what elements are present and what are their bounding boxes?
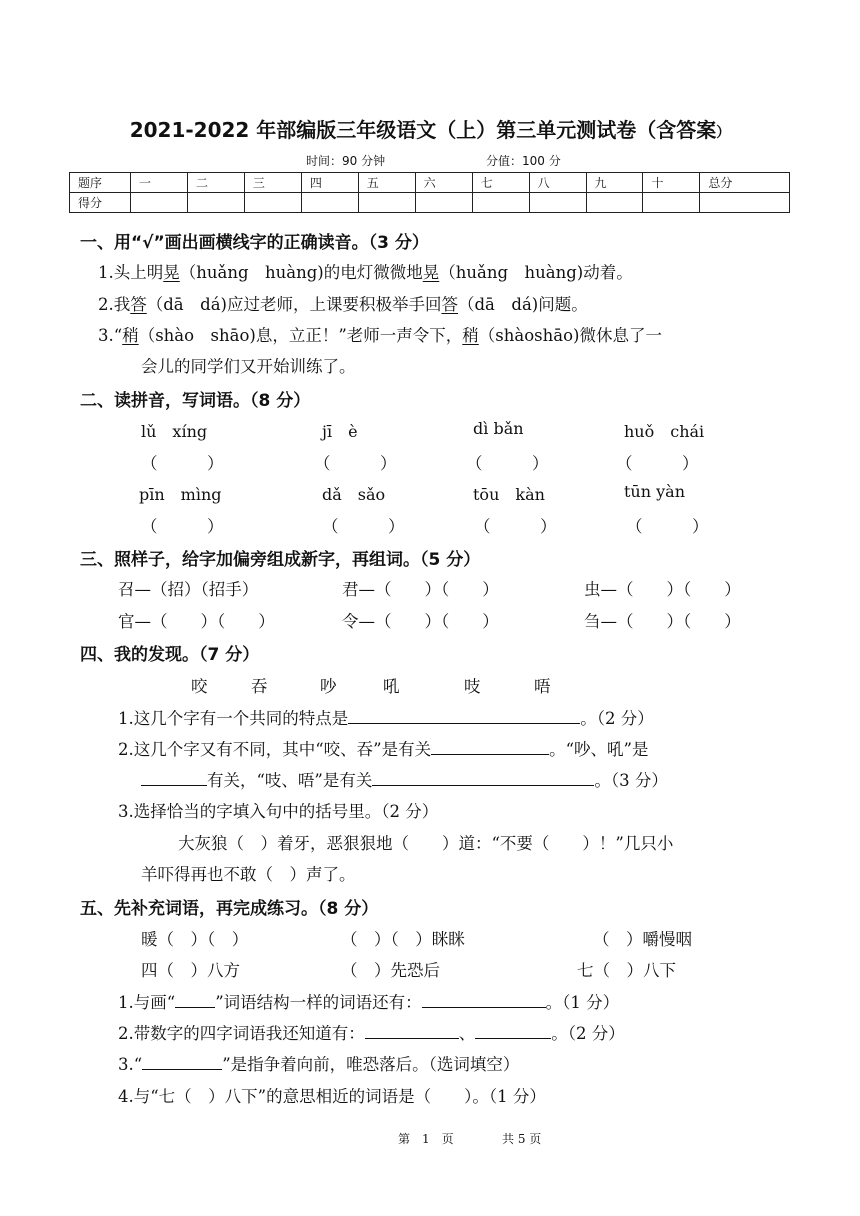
char-item: 吞 — [251, 677, 268, 696]
char-item: 吼 — [383, 677, 400, 696]
answer-blank[interactable] — [422, 991, 546, 1008]
idiom-item[interactable]: （ ）嚼慢咽 — [593, 930, 692, 949]
section-1-heading: 一、用“√”画出画横线字的正确读音。（3 分） — [80, 233, 429, 253]
s1-q3-line: 3.“稍（shào shāo)息，立正！”老师一声令下，稍（shàoshāo)微休息了一 — [98, 326, 662, 345]
pinyin-item: jī è — [322, 422, 358, 441]
s5-question-3: 3.“ ”是指争着向前，唯恐落后。（选词填空） — [118, 1055, 520, 1074]
page-total: 共 5 页 — [502, 1132, 542, 1146]
answer-blank[interactable] — [348, 707, 580, 724]
header-cell: 十 — [643, 173, 700, 193]
s4-question-3-text: 大灰狼（ ）着牙，恶狠狠地（ ）道：“不要（ ）！”几只小 — [178, 834, 674, 853]
s1-q1-line: 1.头上明晃（huǎng huàng)的电灯微微地晃（huǎng huàng)动着。 — [98, 259, 633, 283]
score-cell[interactable] — [700, 193, 790, 213]
header-cell: 六 — [415, 173, 472, 193]
radical-item[interactable]: 刍—（ ）（ ） — [584, 612, 741, 631]
radical-item[interactable]: 君—（ ）（ ） — [342, 580, 499, 599]
answer-blank[interactable] — [141, 769, 207, 786]
s4-question-2: 2.这几个字又有不同，其中“咬、吞”是有关 。“吵、吼”是 — [118, 740, 649, 759]
score-cell[interactable] — [529, 193, 586, 213]
section-4-heading: 四、我的发现。（7 分） — [80, 645, 260, 665]
score-cell[interactable] — [358, 193, 415, 213]
s4-question-1: 1.这几个字有一个共同的特点是 。（2 分） — [118, 709, 654, 728]
answer-blank[interactable] — [372, 769, 594, 786]
answer-blank[interactable] — [175, 991, 215, 1008]
s1-q3-line-2: 会儿的同学们又开始训练了。 — [141, 357, 356, 376]
pinyin-item: dǎ sǎo — [322, 485, 386, 504]
answer-blank[interactable] — [365, 1022, 459, 1039]
header-cell: 二 — [187, 173, 244, 193]
score-cell[interactable] — [586, 193, 643, 213]
answer-box[interactable]: （ ） — [141, 517, 224, 536]
page-title: 2021-2022 年部编版三年级语文（上）第三单元测试卷（含答案） — [129, 118, 731, 142]
answer-box[interactable]: （ ） — [626, 517, 709, 536]
answer-box[interactable]: （ ） — [314, 454, 397, 473]
radical-item[interactable]: 官—（ ）（ ） — [118, 612, 275, 631]
score-table-header-row — [70, 173, 790, 193]
header-cell: 九 — [586, 173, 643, 193]
idiom-item[interactable]: 暖（ ）（ ） — [141, 930, 249, 949]
row-label: 得分 — [70, 193, 131, 213]
char-item: 吱 — [464, 677, 481, 696]
radical-item[interactable]: 虫—（ ）（ ） — [584, 580, 741, 599]
idiom-item[interactable]: 七（ ）八下 — [577, 961, 676, 980]
section-3-heading: 三、照样子，给字加偏旁组成新字，再组词。（5 分） — [80, 550, 481, 570]
score-info: 分值：100 分 — [486, 154, 561, 168]
char-item: 吵 — [320, 677, 337, 696]
s4-question-3-text-2: 羊吓得再也不敢（ ）声了。 — [141, 865, 356, 884]
header-cell: 五 — [358, 173, 415, 193]
s4-question-3: 3.选择恰当的字填入句中的括号里。（2 分） — [118, 802, 439, 821]
answer-box[interactable]: （ ） — [474, 517, 557, 536]
section-5-heading: 五、先补充词语，再完成练习。（8 分） — [80, 899, 379, 919]
header-cell: 四 — [301, 173, 358, 193]
pinyin-item: lǔ xíng — [141, 422, 208, 441]
pinyin-item: tūn yàn — [624, 482, 686, 501]
idiom-item[interactable]: 四（ ）八方 — [141, 961, 240, 980]
header-cell: 题序 — [70, 173, 131, 193]
header-cell: 八 — [529, 173, 586, 193]
s1-q2-line: 2.我答（dā dá)应过老师，上课要积极举手回答（dā dá)问题。 — [98, 295, 588, 314]
header-cell: 总分 — [700, 173, 790, 193]
score-table-score-row — [70, 193, 790, 213]
char-item: 唔 — [534, 677, 551, 696]
header-cell: 一 — [131, 173, 188, 193]
pinyin-item: dì bǎn — [473, 419, 524, 438]
score-cell[interactable] — [187, 193, 244, 213]
score-cell[interactable] — [415, 193, 472, 213]
idiom-item[interactable]: （ ）（ ）眯眯 — [341, 930, 465, 949]
answer-blank[interactable] — [475, 1022, 551, 1039]
answer-box[interactable]: （ ） — [466, 454, 549, 473]
s5-question-1: 1.与画“ ”词语结构一样的词语还有： 。（1 分） — [118, 993, 620, 1012]
answer-box[interactable]: （ ） — [616, 454, 699, 473]
pinyin-item: huǒ chái — [624, 422, 705, 441]
char-item: 咬 — [191, 677, 208, 696]
header-cell: 七 — [472, 173, 529, 193]
answer-box[interactable]: （ ） — [141, 454, 224, 473]
score-cell[interactable] — [244, 193, 301, 213]
page-number: 第 1 页 — [398, 1132, 454, 1146]
pinyin-item: tōu kàn — [473, 485, 545, 504]
pinyin-item: pīn mìng — [139, 485, 222, 504]
s4-question-2-cont: 有关，“吱、唔”是有关 。（3 分） — [141, 767, 668, 791]
score-cell[interactable] — [472, 193, 529, 213]
s5-question-2: 2.带数字的四字词语我还知道有： 、 。（2 分） — [118, 1024, 625, 1043]
s5-question-4: 4.与“七（ ）八下”的意思相近的词语是（ ）。（1 分） — [118, 1087, 546, 1106]
header-cell: 三 — [244, 173, 301, 193]
answer-blank[interactable] — [142, 1053, 222, 1070]
score-table — [69, 172, 790, 213]
idiom-item[interactable]: （ ）先恐后 — [341, 961, 440, 980]
score-cell[interactable] — [643, 193, 700, 213]
section-2-heading: 二、读拼音，写词语。（8 分） — [80, 391, 311, 411]
score-cell[interactable] — [131, 193, 188, 213]
time-info: 时间：90 分钟 — [306, 154, 386, 168]
score-cell[interactable] — [301, 193, 358, 213]
radical-item[interactable]: 令—（ ）（ ） — [342, 612, 499, 631]
answer-blank[interactable] — [431, 738, 549, 755]
radical-example: 召—（招）（招手） — [118, 580, 259, 599]
answer-box[interactable]: （ ） — [322, 517, 405, 536]
